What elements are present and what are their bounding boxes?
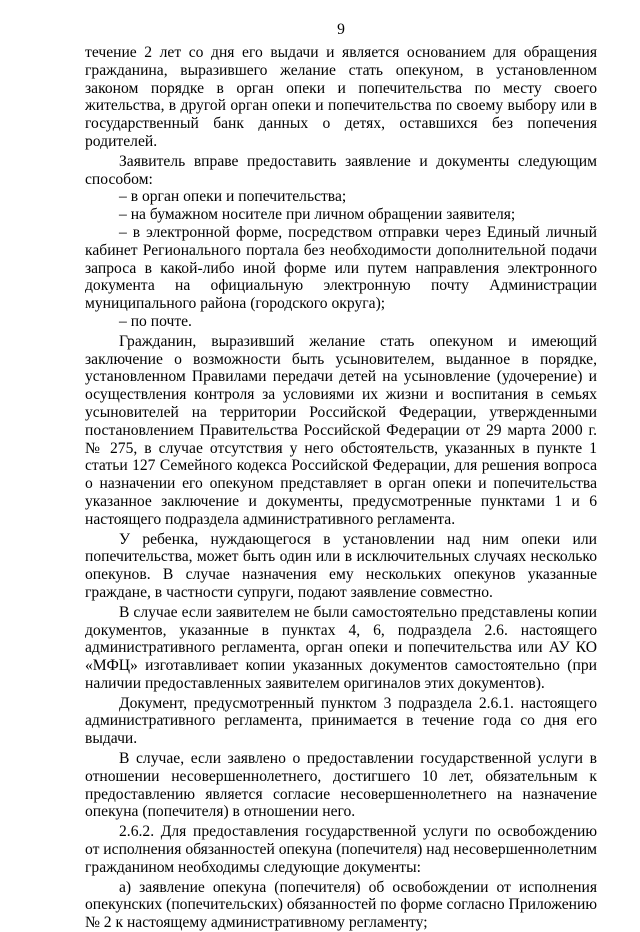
paragraph: Гражданин, выразивший желание стать опекуном и имеющий заключение о возможности быть усыновителем, выданное в порядке, установленном Правилами передачи детей на усыновление (удочерение) и осуществления контроля за условиями их жизни и воспитания в семьях усыновителей на территории Российской Федерации, утвержденными постановлением Правительства Российской Федерации от 29 марта 2000 г. № 275, в случае отсутствия у него обстоятельств, указанных в пункте 1 статьи 127 Семейного кодекса Российской Федерации, для решения вопроса о назначении его опекуном представляет в орган опеки и попечительства указанное заключение и документы, предусмотренные пунктами 1 и 6 настоящего подраздела административного регламента. — [85, 332, 597, 528]
paragraph: У ребенка, нуждающегося в установлении над ним опеки или попечительства, может быть один или в исключительных случаях несколько опекунов. В случае назначения ему нескольких опекунов указанные граждане, в частности супруги, подают заявление совместно. — [85, 530, 597, 601]
paragraph: а) заявление опекуна (попечителя) об освобождении от исполнения опекунских (попечительских) обязанностей по форме согласно Приложению № 2 к настоящему административному регламенту; — [85, 878, 597, 932]
list-item: – в электронной форме, посредством отправки через Единый личный кабинет Регионального портала без необходимости дополнительной подачи запроса в какой-либо иной форме или путем направления электронного документа на официальную электронную почту Администрации муниципального района (городского округа); — [85, 223, 597, 313]
page-number: 9 — [337, 21, 345, 38]
paragraph: 2.6.2. Для предоставления государственной услуги по освобождению от исполнения обязанностей опекуна (попечителя) над несовершеннолетним гражданином необходимы следующие документы: — [85, 823, 597, 876]
list-item: – в орган опеки и попечительства; — [119, 188, 347, 206]
paragraph: В случае, если заявлено о предоставлении государственной услуги в отношении несовершеннолетнего, достигшего 10 лет, обязательным к предоставлению является согласие несовершеннолетнего на назначение опекуна (попечителя) в отношении него. — [85, 750, 597, 821]
list-item: – на бумажном носителе при личном обращении заявителя; — [119, 206, 516, 224]
paragraph: Документ, предусмотренный пунктом 3 подраздела 2.6.1. настоящего административного регламента, принимается в течение года со дня его выдачи. — [85, 694, 597, 748]
paragraph: В случае если заявителем не были самостоятельно представлены копии документов, указанные в пунктах 4, 6, подраздела 2.6. настоящего административного регламента, орган опеки и попечительства или АУ КО «МФЦ» изготавливает копии указанных документов самостоятельно (при наличии предоставленных заявителем оригиналов этих документов). — [85, 603, 597, 692]
paragraph: Заявитель вправе предоставить заявление и документы следующим способом: — [85, 152, 597, 188]
paragraph: течение 2 лет со дня его выдачи и является основанием для обращения гражданина, выразившего желание стать опекуном, в установленном законом порядке в орган опеки и попечительства по месту своего жительства, в другой орган опеки и попечительства по своему выбору или в государственный банк данных о детях, оставшихся без попечения родителей. — [85, 44, 597, 150]
list-item: – по почте. — [119, 312, 192, 330]
